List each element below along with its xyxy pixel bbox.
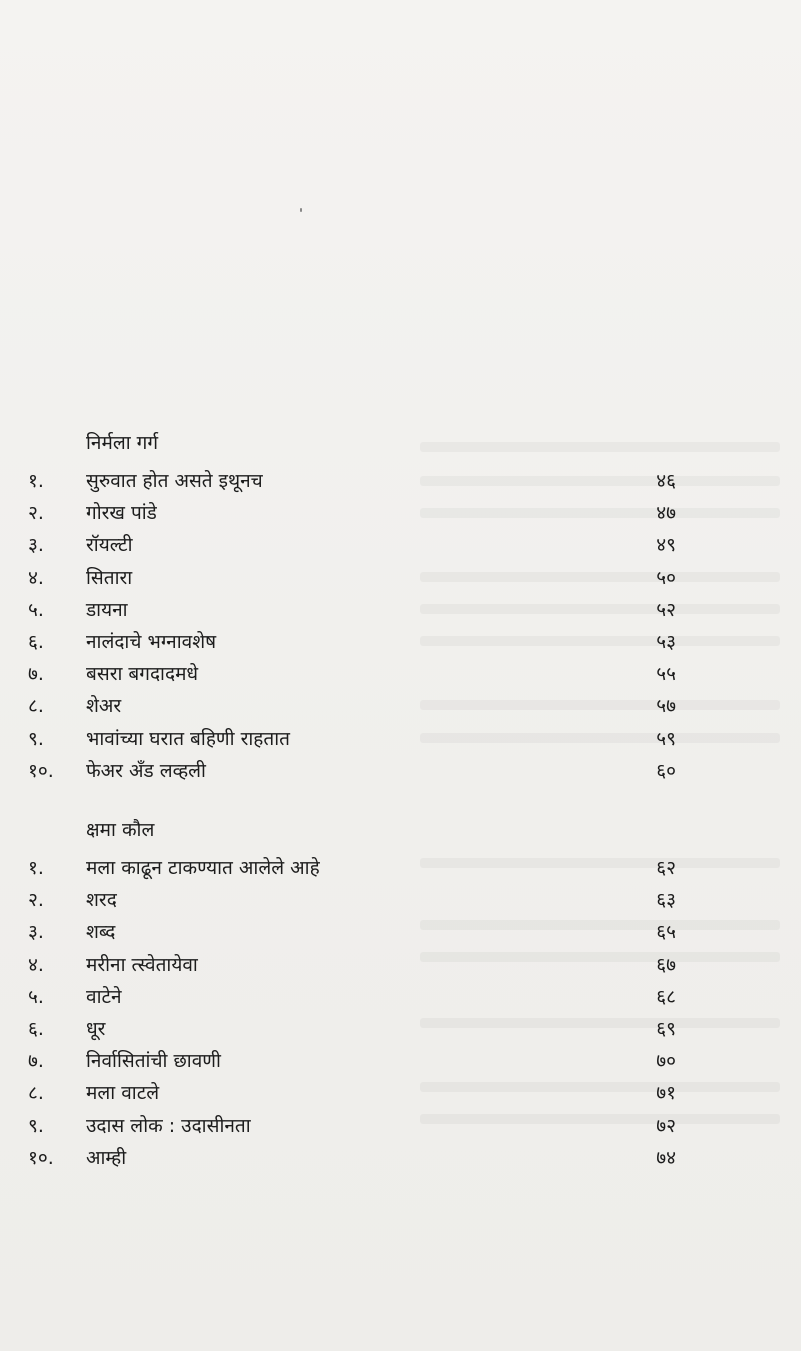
- toc-entry: [0, 661, 801, 693]
- toc-entry: [0, 532, 801, 564]
- toc-entry: [0, 693, 801, 725]
- entry-number: ६.: [28, 1017, 44, 1040]
- entry-page-number: ४६: [656, 470, 676, 492]
- entry-page-number: ५२: [656, 598, 676, 621]
- toc-entry: [0, 565, 801, 597]
- entry-number: २.: [28, 502, 44, 525]
- bleed-through: [420, 442, 780, 452]
- entry-page-number: ४७: [656, 502, 676, 525]
- toc-entry: [0, 984, 801, 1016]
- entry-number: ५.: [28, 985, 44, 1008]
- entry-title: गोरख पांडे: [86, 502, 157, 525]
- entry-title: निर्वासितांची छावणी: [86, 1050, 221, 1073]
- entry-page-number: ६०: [656, 759, 676, 782]
- entry-page-number: ६३: [656, 889, 676, 912]
- toc-entry: [0, 1016, 801, 1048]
- entry-title: फेअर अँड लव्हली: [86, 759, 206, 782]
- toc-entry: [0, 758, 801, 790]
- entry-page-number: ७४: [656, 1146, 676, 1169]
- entry-number: ६.: [28, 630, 44, 653]
- entry-page-number: ६५: [656, 921, 676, 944]
- toc-entry: [0, 468, 801, 500]
- entry-number: ७.: [28, 663, 44, 686]
- entry-number: २.: [28, 889, 44, 912]
- entry-page-number: ५५: [656, 663, 676, 686]
- page-speck: [300, 208, 302, 212]
- entry-page-number: ६८: [656, 985, 676, 1008]
- entry-page-number: ५७: [656, 695, 676, 718]
- section-author: क्षमा कौल: [86, 819, 155, 841]
- toc-entry: [0, 952, 801, 984]
- entry-title: भावांच्या घरात बहिणी राहतात: [86, 727, 290, 750]
- entry-page-number: ६९: [656, 1017, 676, 1040]
- entry-number: ५.: [28, 598, 44, 621]
- toc-entries: [0, 468, 801, 790]
- entry-title: नालंदाचे भग्नावशेष: [86, 630, 217, 653]
- toc-entry: [0, 919, 801, 951]
- entry-number: ४.: [28, 566, 44, 589]
- toc-entry: [0, 1048, 801, 1080]
- entry-page-number: ७०: [656, 1050, 676, 1073]
- toc-entries: [0, 855, 801, 1177]
- toc-entry: [0, 629, 801, 661]
- entry-number: १०.: [28, 759, 54, 782]
- entry-number: १०.: [28, 1146, 54, 1169]
- entry-number: १.: [28, 857, 44, 879]
- entry-title: शब्द: [86, 921, 116, 944]
- entry-number: १.: [28, 470, 44, 492]
- entry-title: मला काढून टाकण्यात आलेले आहे: [86, 857, 320, 879]
- entry-title: आम्ही: [86, 1146, 127, 1169]
- entry-page-number: ५०: [656, 566, 676, 589]
- entry-title: मरीना त्स्वेतायेवा: [86, 953, 198, 976]
- entry-number: ७.: [28, 1050, 44, 1073]
- toc-entry: [0, 1080, 801, 1112]
- entry-number: ४.: [28, 953, 44, 976]
- entry-title: रॉयल्टी: [86, 534, 133, 557]
- entry-number: ९.: [28, 727, 44, 750]
- entry-number: ३.: [28, 534, 44, 557]
- entry-page-number: ६२: [656, 857, 676, 879]
- entry-title: मला वाटले: [86, 1082, 160, 1105]
- entry-number: ८.: [28, 695, 44, 718]
- entry-title: धूर: [86, 1017, 106, 1040]
- entry-page-number: ५३: [656, 630, 676, 653]
- entry-number: ३.: [28, 921, 44, 944]
- entry-title: सितारा: [86, 566, 133, 589]
- section-author: निर्मला गर्ग: [86, 432, 159, 454]
- entry-title: डायना: [86, 598, 128, 621]
- toc-entry: [0, 1113, 801, 1145]
- entry-number: ९.: [28, 1114, 44, 1137]
- entry-title: वाटेने: [86, 985, 122, 1008]
- toc-entry: [0, 1145, 801, 1177]
- toc-entry: [0, 855, 801, 887]
- toc-entry: [0, 726, 801, 758]
- toc-entry: [0, 500, 801, 532]
- entry-title: बसरा बगदादमधे: [86, 663, 199, 686]
- entry-number: ८.: [28, 1082, 44, 1105]
- entry-title: सुरुवात होत असते इथूनच: [86, 470, 263, 492]
- toc-entry: [0, 887, 801, 919]
- entry-title: शेअर: [86, 695, 122, 718]
- entry-title: उदास लोक : उदासीनता: [86, 1114, 251, 1137]
- entry-page-number: ४९: [656, 534, 676, 557]
- entry-page-number: ६७: [656, 953, 676, 976]
- entry-page-number: ७२: [656, 1114, 676, 1137]
- toc-entry: [0, 597, 801, 629]
- entry-page-number: ७१: [656, 1082, 676, 1105]
- entry-title: शरद: [86, 889, 117, 912]
- entry-page-number: ५९: [656, 727, 676, 750]
